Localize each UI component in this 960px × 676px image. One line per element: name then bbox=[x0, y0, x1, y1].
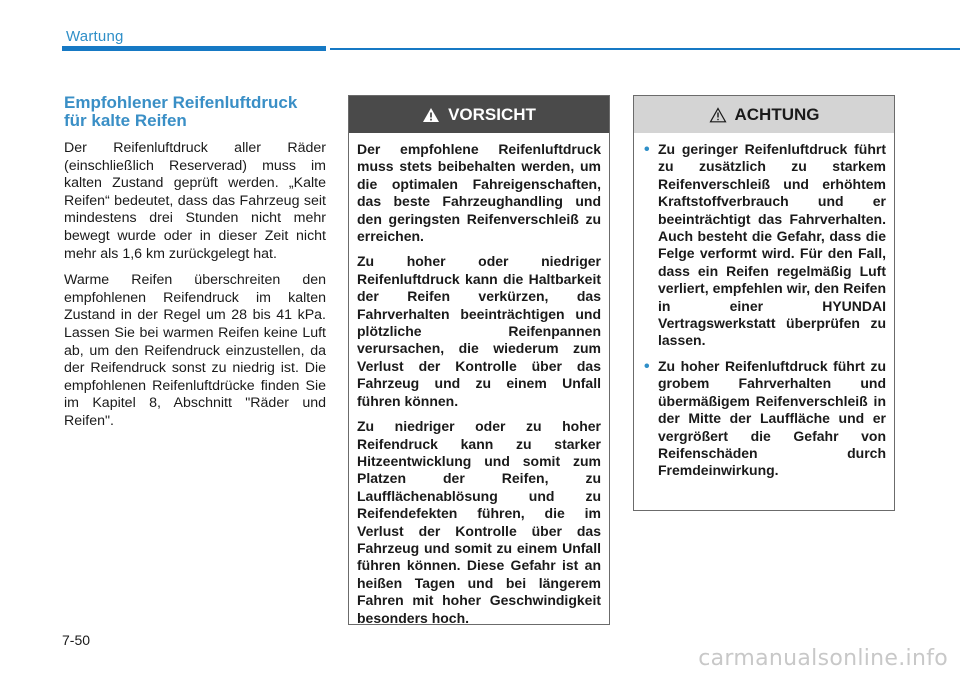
body-paragraph: Der Reifenluftdruck aller Räder (einschließlich Reserverad) muss im kalten Zustand geprüft werden. „Kalte Reifen“ bedeutet, dass das Fahrzeug seit mindestens drei Stunden nicht mehr bewegt wurde oder in dieser Zeit nicht mehr als 1,6 km zurückgelegt hat. bbox=[64, 140, 326, 262]
heading-line-2: für kalte Reifen bbox=[64, 111, 187, 130]
achtung-title: ACHTUNG bbox=[734, 104, 820, 124]
page-number: 7-50 bbox=[62, 632, 91, 648]
vorsicht-body bbox=[349, 133, 609, 627]
watermark: carmanualsonline.info bbox=[698, 646, 948, 671]
list-item-text: Zu hoher Reifenluftdruck führt zu grobem Fahrverhalten und übermäßigem Reifenverschleiß in der Mitte der Lauffläche und er vergrößert die Gefahr von Reifenschäden durch Fremdeinwirkung. bbox=[658, 357, 886, 479]
vorsicht-header bbox=[349, 96, 609, 133]
header-rule-thick bbox=[62, 46, 326, 51]
achtung-body bbox=[634, 133, 894, 480]
bullet-icon: • bbox=[644, 141, 650, 158]
left-column bbox=[64, 94, 326, 440]
body-paragraph: Warme Reifen überschreiten den empfohlenen Reifendruck im kalten Zustand in der Regel um 28 bis 41 kPa. Lassen Sie bei warmen Reifen keine Luft ab, um den Reifendruck einzustellen, da der Reifendruck sonst zu niedrig ist. Die empfohlenen Reifenluftdrücke finden Sie im Kapitel 8, Abschnitt "Räder und Reifen". bbox=[64, 272, 326, 429]
list-item bbox=[642, 141, 886, 350]
achtung-box bbox=[633, 95, 895, 511]
vorsicht-paragraph: Der empfohlene Reifenluftdruck muss stets beibehalten werden, um die optimalen Fahreigenschaften, das beste Fahrzeughandling und den geringsten Reifenverschleiß zu erreichen. bbox=[357, 141, 601, 245]
achtung-list bbox=[642, 141, 886, 480]
section-label: Wartung bbox=[66, 28, 124, 45]
list-item-text: Zu geringer Reifenluftdruck führt zu zusätzlich zu starkem Reifenverschleiß und erhöhtem Kraftstoffverbrauch und er beeinträchtigt das Fahrverhalten. Auch besteht die Gefahr, dass die Felge verformt wird. Für den Fall, dass ein Reifen regelmäßig Luft verliert, empfehlen wir, den Reifen in einer HYUNDAI Vertragswerkstatt überprüfen zu lassen. bbox=[658, 141, 886, 349]
section-heading bbox=[64, 94, 326, 130]
vorsicht-paragraph: Zu niedriger oder zu hoher Reifendruck kann zu starker Hitzeentwicklung und somit zum Platzen der Reifen, zu Laufflächenablösung und zu Reifendefekten führen, die im Verlust der Kontrolle über das Fahrzeug und somit zu einem Unfall führen können. Diese Gefahr ist an heißen Tagen und bei längerem Fahren mit hoher Geschwindigkeit besonders hoch. bbox=[357, 418, 601, 626]
achtung-header bbox=[634, 96, 894, 133]
bullet-icon: • bbox=[644, 357, 650, 375]
warning-triangle-icon bbox=[422, 107, 440, 123]
warning-triangle-outline-icon bbox=[709, 107, 727, 123]
heading-line-1: Empfohlener Reifenluftdruck bbox=[64, 93, 298, 112]
vorsicht-box bbox=[348, 95, 610, 625]
vorsicht-title: VORSICHT bbox=[448, 104, 536, 124]
list-item bbox=[642, 358, 886, 480]
header-rule-thin bbox=[330, 48, 960, 50]
vorsicht-paragraph: Zu hoher oder niedriger Reifenluftdruck kann die Haltbarkeit der Reifen verkürzen, das Fahrverhalten beeinträchtigen und plötzliche Reifenpannen verursachen, die wiederum zum Verlust der Kontrolle über das Fahrzeug und zu einem Unfall führen können. bbox=[357, 253, 601, 409]
